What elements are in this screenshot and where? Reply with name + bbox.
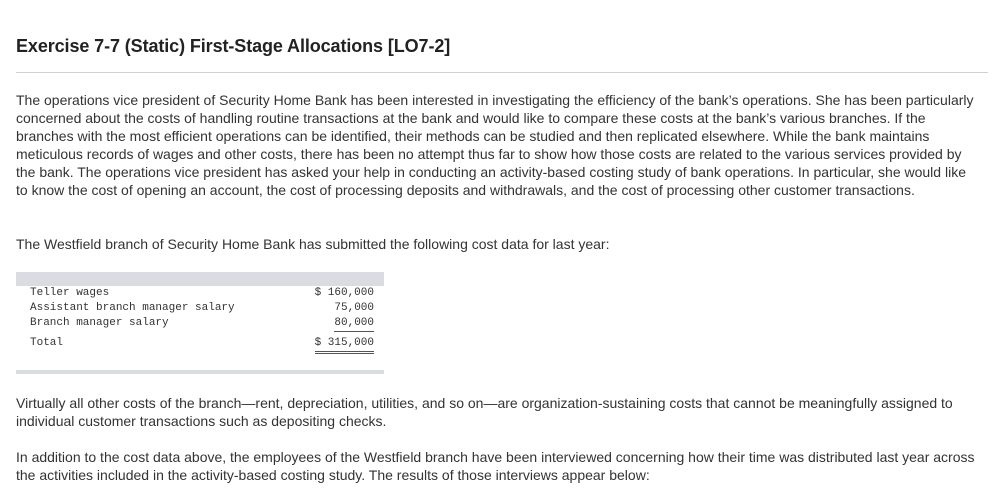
other-costs-paragraph: Virtually all other costs of the branch—rent, depreciation, utilities, and so on—are organization-sustaining costs that cannot be meaningfully assigned to individual customer transactions such as depositing checks. bbox=[16, 395, 953, 429]
table-header-bar bbox=[16, 272, 384, 286]
table-row bbox=[16, 301, 384, 316]
table-body bbox=[16, 286, 384, 370]
row-amount: 80,000 bbox=[334, 316, 374, 332]
table-row bbox=[16, 316, 384, 331]
row-amount: 75,000 bbox=[334, 302, 374, 314]
total-amount: $ 315,000 bbox=[315, 336, 374, 354]
intro-paragraph: The operations vice president of Security Home Bank has been interested in investigating the efficiency of the bank’s operations. She has been particularly concerned about the costs of handling routine transactions at the bank and would like to compare these costs at the bank’s various branches. If the branches with the most efficient operations can be identified, their methods can be studied and then replicated elsewhere. While the bank maintains meticulous records of wages and other costs, there has been no attempt thus far to show how those costs are related to the various services provided by the bank. The operations vice president has asked your help in conducting an activity-based costing study of bank operations. In particular, she would like to know the cost of opening an account, the cost of processing deposits and withdrawals, and the cost of processing other customer transactions. bbox=[16, 92, 974, 198]
exercise-title: Exercise 7-7 (Static) First-Stage Allocations [LO7-2] bbox=[16, 36, 451, 56]
row-label: Branch manager salary bbox=[30, 317, 169, 329]
interviews-paragraph: In addition to the cost data above, the employees of the Westfield branch have been interviewed concerning how their time was distributed last year across the activities included in the activity-based costing study. The results of those interviews appear below: bbox=[16, 449, 975, 483]
title-divider bbox=[16, 72, 988, 73]
total-label: Total bbox=[30, 337, 64, 349]
cost-data-table bbox=[16, 272, 384, 374]
table-total-row bbox=[16, 336, 384, 351]
row-label: Teller wages bbox=[30, 287, 110, 299]
row-label: Assistant branch manager salary bbox=[30, 302, 235, 314]
cost-data-intro: The Westfield branch of Security Home Bank has submitted the following cost data for last year: bbox=[16, 236, 610, 252]
table-footer-bar bbox=[16, 370, 384, 374]
table-row bbox=[16, 286, 384, 301]
row-amount: $ 160,000 bbox=[314, 287, 374, 299]
